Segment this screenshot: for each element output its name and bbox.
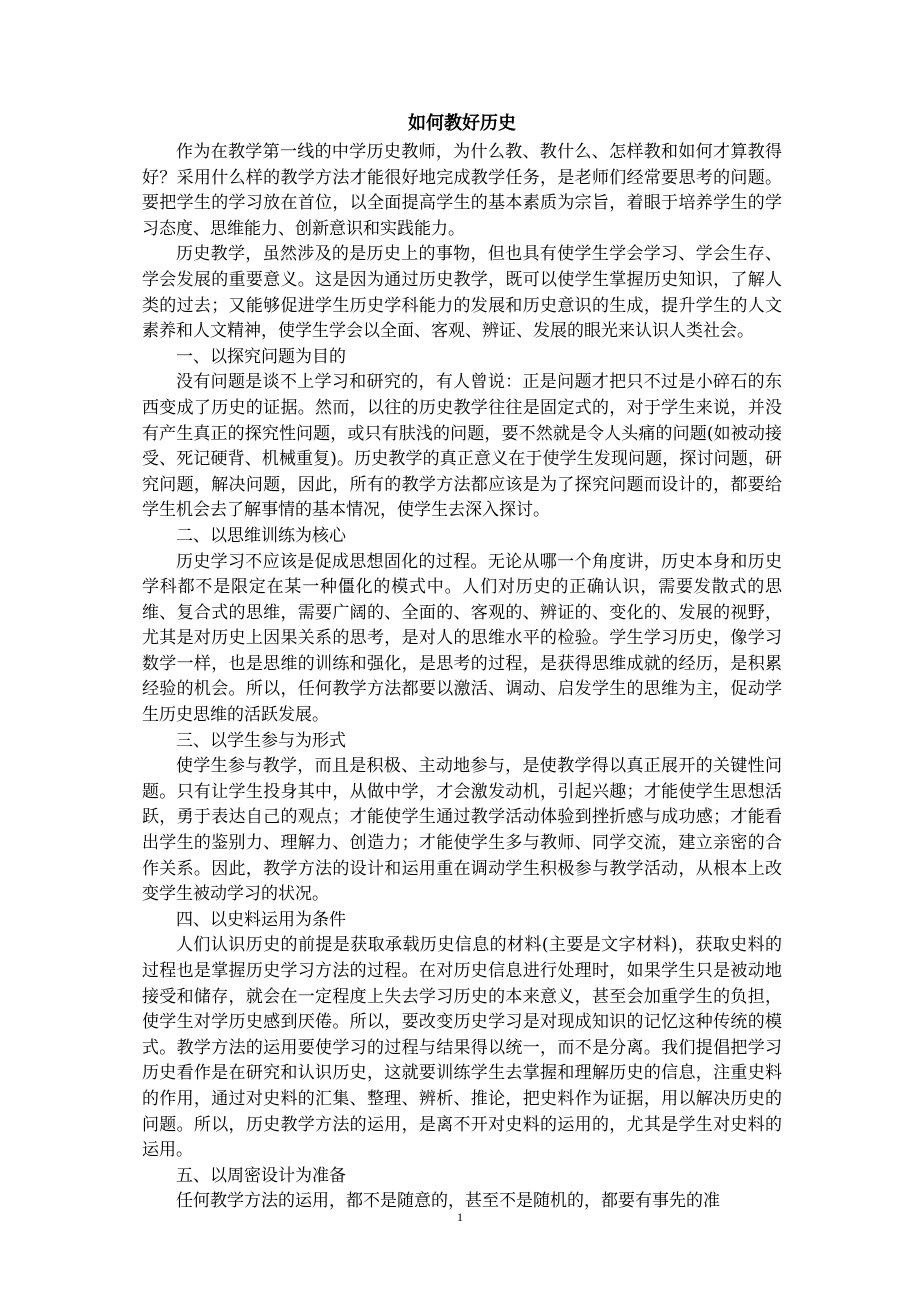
section-heading: 五、以周密设计为准备 [176, 1165, 346, 1186]
body-paragraph: 没有问题是谈不上学习和研究的，有人曾说：正是问题才把只不过是小碎石的东西变成了历史的证据。然而，以往的历史教学往往是固定式的，对于学生来说，并没有产生真正的探究性问题，或只有肤浅的问题，要不然就是令人头痛的问题(如被动接受、死记硬背、机械重复)。历史教学的真正意义在于使学生发现问题，探讨问题，研究问题，解决问题，因此，所有的教学方法都应该是为了探究问题而设计的，都要给学生机会去了解事情的基本情况，使学生去深入探讨。 [142, 372, 782, 521]
document-body [142, 110, 782, 1215]
document-title: 如何教好历史 [408, 113, 516, 134]
body-paragraph: 作为在教学第一线的中学历史教师，为什么教、教什么、怎样教和如何才算教得好？采用什么样的教学方法才能很好地完成教学任务，是老师们经常要思考的问题。要把学生的学习放在首位，以全面提高学生的基本素质为宗旨，着眼于培养学生的学习态度、思维能力、创新意识和实践能力。 [142, 142, 782, 239]
section-heading: 四、以史料运用为条件 [176, 909, 346, 930]
body-paragraph: 使学生参与教学，而且是积极、主动地参与，是使教学得以真正展开的关键性问题。只有让学生投身其中，从做中学，才会激发动机，引起兴趣；才能使学生思想活跃，勇于表达自己的观点；才能使学生通过教学活动体验到挫折感与成功感；才能看出学生的鉴别力、理解力、创造力；才能使学生多与教师、同学交流，建立亲密的合作关系。因此，教学方法的设计和运用重在调动学生积极参与教学活动，从根本上改变学生被动学习的状况。 [142, 756, 782, 905]
body-paragraph: 任何教学方法的运用，都不是随意的，甚至不是随机的，都要有事先的准 [176, 1191, 720, 1212]
body-paragraph: 历史学习不应该是促成思想固化的过程。无论从哪一个角度讲，历史本身和历史学科都不是限定在某一种僵化的模式中。人们对历史的正确认识，需要发散式的思维、复合式的思维，需要广阔的、全面的、客观的、辨证的、变化的、发展的视野，尤其是对历史上因果关系的思考，是对人的思维水平的检验。学生学习历史，像学习数学一样，也是思维的训练和强化，是思考的过程，是获得思维成就的经历，是积累经验的机会。所以，任何教学方法都要以激活、调动、启发学生的思维为主，促动学生历史思维的活跃发展。 [142, 551, 782, 726]
section-heading: 三、以学生参与为形式 [176, 730, 346, 751]
body-paragraph: 历史教学，虽然涉及的是历史上的事物，但也具有使学生学会学习、学会生存、学会发展的重要意义。这是因为通过历史教学，既可以使学生掌握历史知识，了解人类的过去；又能够促进学生历史学科能力的发展和历史意识的生成，提升学生的人文素养和人文精神，使学生学会以全面、客观、辨证、发展的眼光来认识人类社会。 [142, 244, 782, 342]
page-number: 1 [457, 1210, 463, 1224]
section-heading: 一、以探究问题为目的 [176, 346, 346, 367]
body-paragraph: 人们认识历史的前提是获取承载历史信息的材料(主要是文字材料)，获取史料的过程也是掌握历史学习方法的过程。在对历史信息进行处理时，如果学生只是被动地接受和储存，就会在一定程度上失去学习历史的本来意义，甚至会加重学生的负担，使学生对学历史感到厌倦。所以，要改变历史学习是对现成知识的记忆这种传统的模式。教学方法的运用要使学习的过程与结果得以统一，而不是分离。我们提倡把学习历史看作是在研究和认识历史，这就要训练学生去掌握和理解历史的信息，注重史料的作用，通过对史料的汇集、整理、辨析、推论，把史料作为证据，用以解决历史的问题。所以，历史教学方法的运用，是离不开对史料的运用的，尤其是学生对史料的运用。 [142, 935, 782, 1161]
document-blocks [142, 140, 782, 1215]
section-heading: 二、以思维训练为核心 [176, 525, 346, 546]
